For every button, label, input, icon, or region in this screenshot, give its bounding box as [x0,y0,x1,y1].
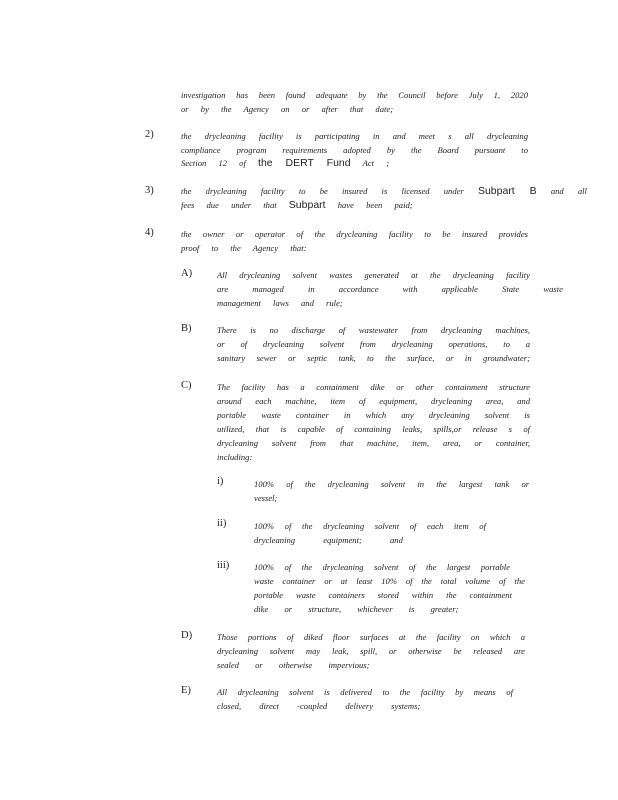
item-2-line-3-a: Section 12 of [181,158,246,168]
item-3-line-1-a: the drycleaning facility to be insured is licensed under [181,186,464,196]
sub-e-line-2: closed, direct -coupled delivery systems; [217,701,421,711]
item-2-line-1: the drycleaning facility is participating in and meet s all drycleaning [181,131,528,141]
sub-c-ii-line-1 [254,521,486,531]
sub-c-line-1: The facility has a containment dike or other containment structure [217,382,530,392]
sub-d-line-3: sealed or otherwise impervious; [217,660,370,670]
sub-b-line-1: There is no discharge of wastewater from drycleaning machines, [217,325,530,335]
sub-b-number: B) [181,323,192,334]
sub-c-ii-number: ii) [217,518,227,529]
intro-line-2: or by the Agency on or after that date; [181,104,394,114]
sub-c-line-3: portable waste container in which any drycleaning solvent is [217,410,530,420]
subpart-b-text: Subpart B [477,185,537,197]
item-4-line-1: the owner or operator of the drycleaning facility to be insured provides [181,229,528,239]
sub-c-iii-line-3 [254,590,512,600]
sub-c-i-number: i) [217,476,224,487]
sub-a-line-2: are managed in accordance with applicable State waste [217,284,563,294]
item-3-line-1 [181,185,587,197]
sub-c-iii-line-1 [254,562,510,572]
sub-c-i-line-2: vessel; [254,493,278,503]
sub-c-line-4: utilized, that is capable of containing leaks, spills,or release s of [217,424,530,434]
sub-a-line-1: All drycleaning solvent wastes generated at the drycleaning facility [217,270,530,280]
sub-c-iii-line-1-text: 100% of the drycleaning solvent of the largest portable [254,562,510,572]
item-3-line-2-c: have been paid; [337,200,413,210]
subpart-text: Subpart [288,199,326,211]
sub-c-line-6: including: [217,452,253,462]
item-3-line-2-a: fees due under that [181,200,277,210]
item-4-number: 4) [145,227,154,238]
sub-d-line-2: drycleaning solvent may leak, spill, or otherwise be released are [217,646,525,656]
sub-c-line-5: drycleaning solvent from that machine, item, area, or container, [217,438,530,448]
sub-d-number: D) [181,630,193,641]
sub-c-ii-line-1-text: 100% of the drycleaning solvent of each item of [254,521,486,531]
sub-c-ii-line-2: drycleaning equipment; and [254,535,403,545]
item-3-line-2 [181,200,528,210]
item-3-number: 3) [145,185,154,196]
item-2-line-3 [181,158,528,168]
item-2-line-3-c: Act ; [362,158,390,168]
sub-a-line-3: management laws and rule; [217,298,343,308]
sub-c-number: C) [181,380,192,391]
sub-c-iii-number: iii) [217,560,230,571]
intro-line-1: investigation has been found adequate by the Council before July 1, 2020 [181,90,528,100]
sub-b-line-2: or of drycleaning solvent from drycleaning operations, to a [217,339,530,349]
sub-c-i-line-1-text: 100% of the drycleaning solvent in the largest tank or [254,479,530,489]
sub-c-iii-line-4: dike or structure, whichever is greater; [254,604,459,614]
sub-c-i-line-1 [254,479,530,489]
sub-b-line-3: sanitary sewer or septic tank, to the surface, or in groundwater; [217,353,530,363]
sub-a-number: A) [181,268,193,279]
item-2-line-2: compliance program requirements adopted by the Board pursuant to [181,145,528,155]
item-4-line-2: proof to the Agency that: [181,243,307,253]
item-2-number: 2) [145,129,154,140]
sub-c-line-2: around each machine, item of equipment, drycleaning area, and [217,396,530,406]
dert-fund-text: the DERT Fund [258,157,351,169]
sub-d-line-1: Those portions of diked floor surfaces at the facility on which a [217,632,525,642]
sub-c-iii-line-2: waste container or at least 10% of the total volume of the [254,576,525,586]
item-3-line-1-c: and all [550,186,587,196]
sub-c-iii-line-3-text: portable waste containers stored within the containment [254,590,512,600]
sub-e-number: E) [181,685,191,696]
sub-e-line-1: All drycleaning solvent is delivered to the facility by means of [217,687,513,697]
